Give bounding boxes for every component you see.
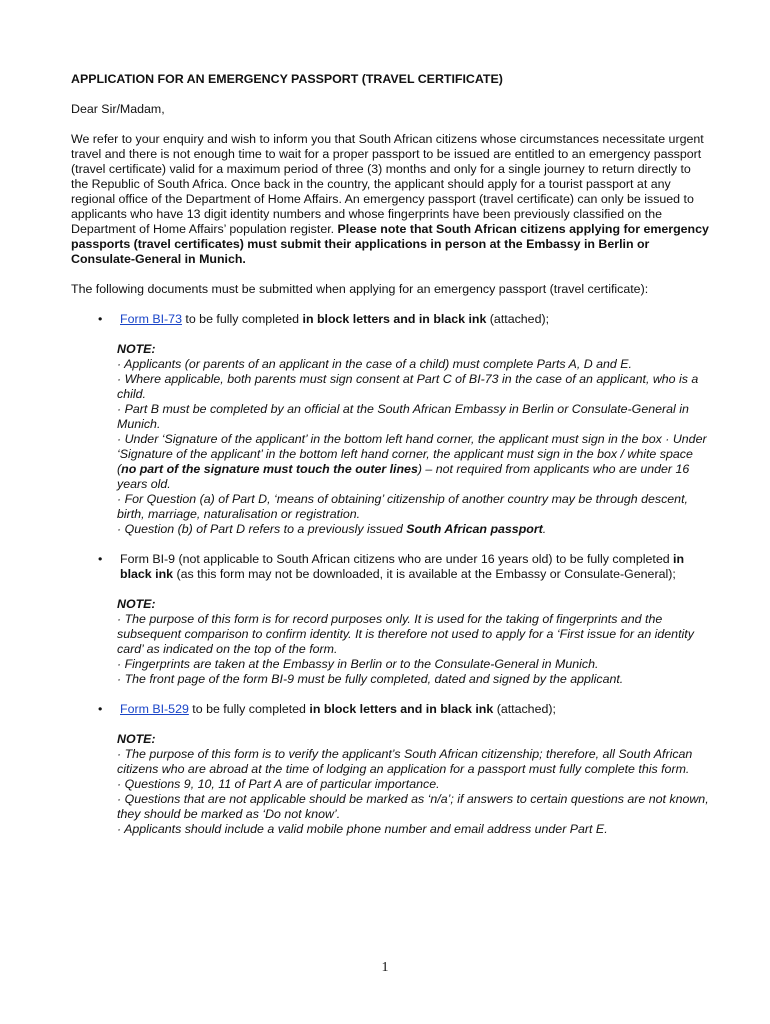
item-text: to be fully completed [181, 312, 303, 326]
item-bold-text: in block letters and in black ink [302, 312, 487, 326]
note-text: ) – not required from applicants who are under 16 years old. [117, 462, 690, 491]
note-bold-text: no part of the signature must touch the outer lines [121, 462, 418, 476]
item-bold-text: in black ink [120, 552, 685, 581]
intro-paragraph [71, 132, 711, 267]
note-line: · Fingerprints are taken at the Embassy in Berlin or to the Consulate-General in Munich. [117, 657, 599, 671]
note-bold-text: South African passport [406, 522, 543, 536]
note-line [117, 522, 711, 537]
intro-text: We refer to your enquiry and wish to inform you that South African citizens whose circumstances necessitate urgent travel and there is not enough time to wait for a proper passport to be issued are entitled to an emergency passport (travel certificate) valid for a maximum period of three (3) months and only for a single journey to return directly to the Republic of South Africa. Once back in the country, the applicant should apply for a tourist passport at any regional office of the Department of Home Affairs. An emergency passport (travel certificate) can only be issued to applicants who have 13 digit identity numbers and whose fingerprints have been previously classified on the Department of Home Affairs’ population register. [71, 132, 704, 236]
note-line: · Applicants (or parents of an applicant in the case of a child) must complete Parts A, D and E. [117, 357, 632, 371]
list-item-bi-529 [71, 702, 711, 717]
salutation: Dear Sir/Madam, [71, 102, 165, 116]
bullet-icon: • [98, 702, 103, 716]
note-bi-529 [71, 732, 711, 837]
note-line: · Part B must be completed by an official at the South African Embassy in Berlin or Consulate-General in Munich. [117, 402, 689, 431]
item-text: Form BI-9 (not applicable to South African citizens who are under 16 years old) to be fully completed [120, 552, 674, 566]
note-bi-73 [71, 342, 711, 537]
form-bi-529-link[interactable]: Form BI-529 [120, 702, 189, 716]
form-bi-73-link[interactable]: Form BI-73 [120, 312, 182, 326]
note-line: · For Question (a) of Part D, ‘means of obtaining’ citizenship of another country may be through descent, birth, marriage, naturalisation or registration. [117, 492, 688, 521]
note-line: · The purpose of this form is for record purposes only. It is used for the taking of fingerprints and the subsequent comparison to confirm identity. It is therefore not used to apply for a ‘First issue for an identity card’ as indicated on the top of the form. [117, 612, 694, 656]
item-text: (attached); [486, 312, 550, 326]
note-line: · Applicants should include a valid mobile phone number and email address under Part E. [117, 822, 608, 836]
bullet-icon: • [98, 312, 103, 326]
note-heading: NOTE: [117, 597, 156, 611]
intro-bold-notice: Please note that South African citizens applying for emergency passports (travel certificates) must submit their applications in person at the Embassy in Berlin or Consulate-General in Munich. [71, 222, 709, 266]
item-text: (attached); [493, 702, 556, 716]
note-line: · Questions 9, 10, 11 of Part A are of particular importance. [117, 777, 440, 791]
note-line: · Questions that are not applicable should be marked as ‘n/a’; if answers to certain questions are not known, they should be marked as ‘Do not know’. [117, 792, 709, 821]
list-item-bi-73 [71, 312, 711, 327]
note-line [117, 432, 711, 492]
documents-lead: The following documents must be submitted when applying for an emergency passport (travel certificate): [71, 282, 649, 296]
note-line: · The purpose of this form is to verify the applicant’s South African citizenship; therefore, all South African citizens who are abroad at the time of lodging an application for a passport must fully complete this form. [117, 747, 693, 776]
note-heading: NOTE: [117, 342, 156, 356]
bullet-icon: • [98, 552, 103, 566]
document-body [71, 72, 711, 837]
item-text: (as this form may not be downloaded, it is available at the Embassy or Consulate-General); [173, 567, 676, 581]
note-text: · Under ‘Signature of the applicant’ in the bottom left hand corner, the applicant must sign in the box · Under ‘Signature of the applicant’ in the bottom left hand corner, the applicant must sign in the box / white space ( [117, 432, 707, 476]
item-text: to be fully completed [188, 702, 310, 716]
note-text: · Question (b) of Part D refers to a previously issued [117, 522, 407, 536]
document-title: APPLICATION FOR AN EMERGENCY PASSPORT (TRAVEL CERTIFICATE) [71, 72, 503, 86]
note-line: · Where applicable, both parents must sign consent at Part C of BI-73 in the case of an applicant, who is a child. [117, 372, 699, 401]
list-item-bi-9 [71, 552, 711, 582]
item-bold-text: in block letters and in black ink [309, 702, 494, 716]
note-bi-9 [71, 597, 711, 687]
note-heading: NOTE: [117, 732, 156, 746]
note-text: . [542, 522, 547, 536]
note-line: · The front page of the form BI-9 must be fully completed, dated and signed by the applicant. [117, 672, 624, 686]
page-number: 1 [381, 960, 389, 975]
